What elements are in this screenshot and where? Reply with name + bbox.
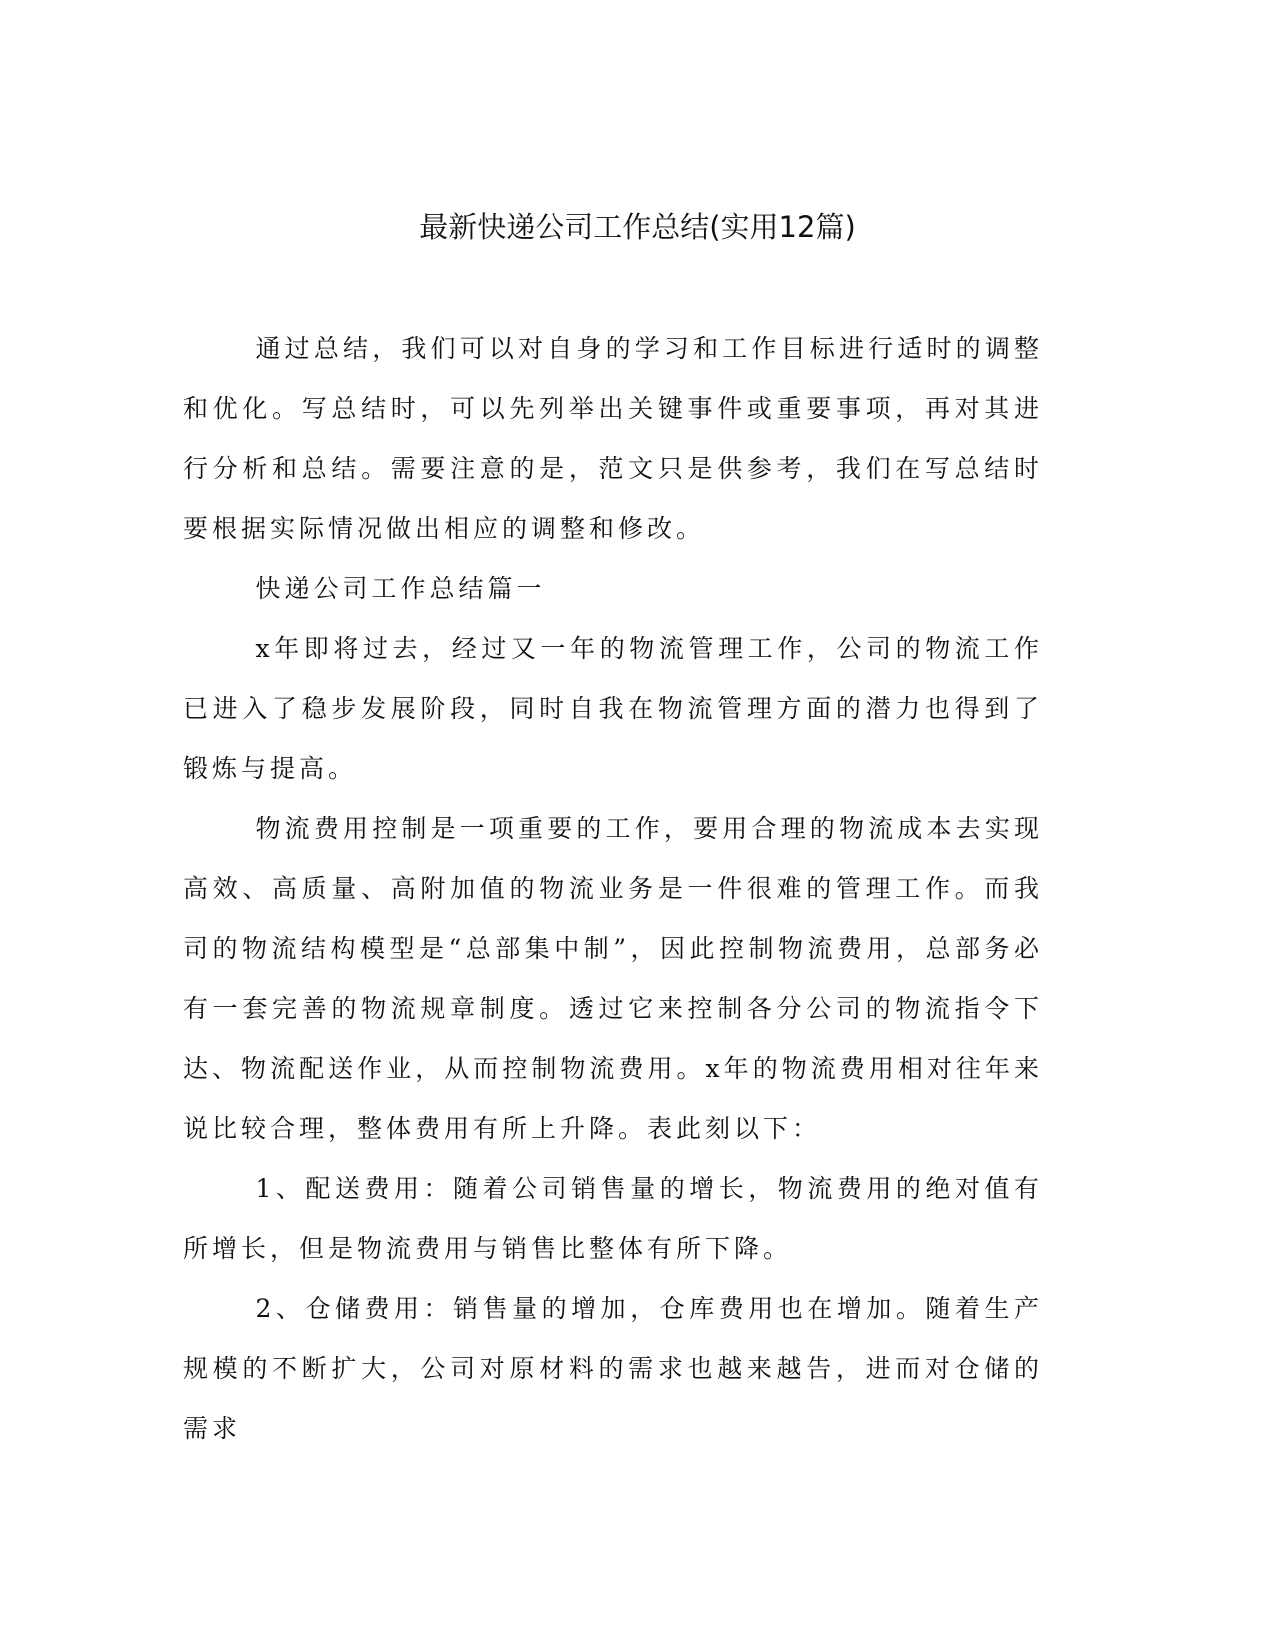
- section-heading: 快递公司工作总结篇一: [255, 574, 546, 603]
- list-item-paragraph: 2、仓储费用：销售量的增加，仓库费用也在增加。随着生产规模的不断扩大，公司对原材料的需求也越来越告，进而对仓储的需求: [183, 1294, 1043, 1443]
- intro-paragraph: 通过总结，我们可以对自身的学习和工作目标进行适时的调整和优化。写总结时，可以先列举出关键事件或重要事项，再对其进行分析和总结。需要注意的是，范文只是供参考，我们在写总结时要根据实际情况做出相应的调整和修改。: [183, 334, 1043, 543]
- body-paragraph: 物流费用控制是一项重要的工作，要用合理的物流成本去实现高效、高质量、高附加值的物流业务是一件很难的管理工作。而我司的物流结构模型是“总部集中制”，因此控制物流费用，总部务必有一套完善的物流规章制度。透过它来控制各分公司的物流指令下达、物流配送作业，从而控制物流费用。x年的物流费用相对往年来说比较合理，整体费用有所上升降。表此刻以下：: [183, 814, 1043, 1143]
- list-item-paragraph: 1、配送费用：随着公司销售量的增长，物流费用的绝对值有所增长，但是物流费用与销售比整体有所下降。: [183, 1174, 1043, 1263]
- document-body: [183, 319, 1043, 1459]
- document-title: 最新快递公司工作总结(实用12篇): [419, 210, 856, 244]
- body-paragraph: x年即将过去，经过又一年的物流管理工作，公司的物流工作已进入了稳步发展阶段，同时自我在物流管理方面的潜力也得到了锻炼与提高。: [183, 634, 1043, 783]
